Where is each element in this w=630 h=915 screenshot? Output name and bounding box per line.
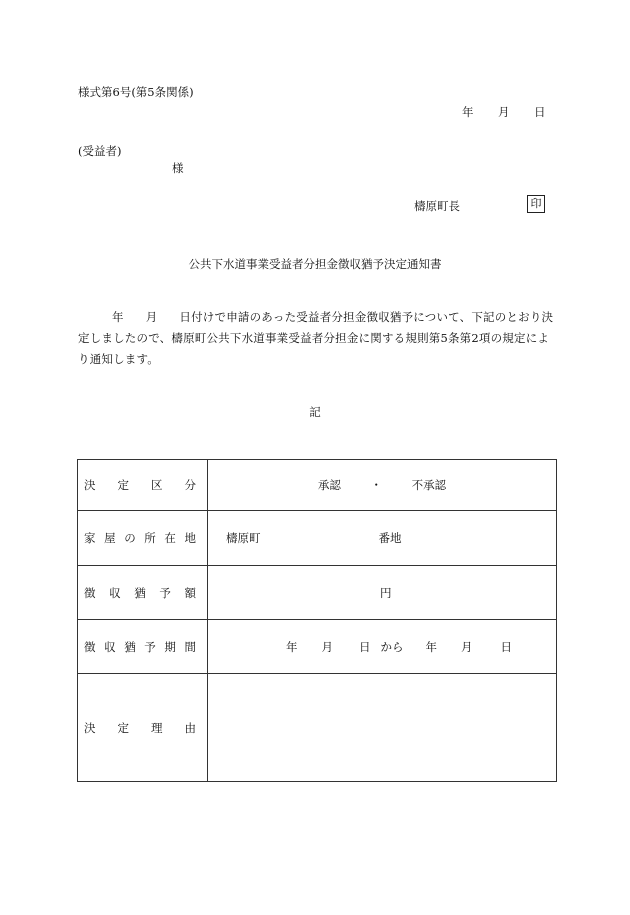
amount-label: 徴 収 猶 予 額 <box>84 585 196 600</box>
location-banchi: 番地 <box>378 531 402 545</box>
amount-label-cell <box>78 566 208 620</box>
amount-unit: 円 <box>380 585 392 600</box>
location-label: 家 屋 の 所 在 地 <box>84 531 196 545</box>
form-number: 様式第6号(第5条関係) <box>78 85 194 99</box>
period-to-month: 月 <box>461 639 473 654</box>
date-month: 月 <box>498 105 510 119</box>
seal-stamp: 印 <box>527 195 545 213</box>
date-day: 日 <box>534 105 546 119</box>
date-year: 年 <box>462 105 474 119</box>
location-town: 檮原町 <box>226 531 261 545</box>
period-to-day: 日 <box>500 639 512 654</box>
location-label-cell <box>78 511 208 566</box>
issue-date <box>462 104 546 120</box>
period-to-year: 年 <box>425 639 437 654</box>
body-text: 日付けで申請のあった受益者分担金徴収猶予について、下記のとおり決定しましたので、檮原町公共下水道事業受益者分担金に関する規則第5条第2項の規定により通知します。 <box>78 310 554 366</box>
document-title: 公共下水道事業受益者分担金徴収猶予決定通知書 <box>188 257 442 271</box>
period-value-cell[interactable] <box>208 620 557 674</box>
recipient-label: (受益者) <box>78 144 122 158</box>
table-row <box>78 566 557 620</box>
period-from-word: から <box>380 639 404 654</box>
reason-value-cell[interactable] <box>208 674 557 782</box>
recipient-honorific: 様 <box>172 161 184 175</box>
period-label: 徴 収 猶 予 期 間 <box>84 639 196 654</box>
period-from-day: 日 <box>359 639 371 654</box>
period-label-cell <box>78 620 208 674</box>
body-month: 月 <box>145 310 158 324</box>
option-separator: ・ <box>370 478 382 492</box>
table-row <box>78 511 557 566</box>
decision-label-cell <box>78 460 208 511</box>
ki-heading: 記 <box>309 405 321 419</box>
approved-option[interactable]: 承認 <box>317 478 341 492</box>
amount-value-cell[interactable] <box>208 566 557 620</box>
period-from-month: 月 <box>321 639 333 654</box>
reason-label-cell <box>78 674 208 782</box>
notice-body <box>78 307 560 370</box>
table-row <box>78 674 557 782</box>
issuer-title: 檮原町長 <box>414 199 460 213</box>
details-table <box>77 459 557 782</box>
decision-value-cell[interactable] <box>208 460 557 511</box>
location-value-cell[interactable] <box>208 511 557 566</box>
period-from-year: 年 <box>286 639 298 654</box>
reason-label: 決 定 理 由 <box>84 720 196 735</box>
body-year: 年 <box>112 310 124 324</box>
table-row <box>78 620 557 674</box>
not-approved-option[interactable]: 不承認 <box>411 478 447 492</box>
decision-label: 決 定 区 分 <box>84 478 196 492</box>
table-row <box>78 460 557 511</box>
